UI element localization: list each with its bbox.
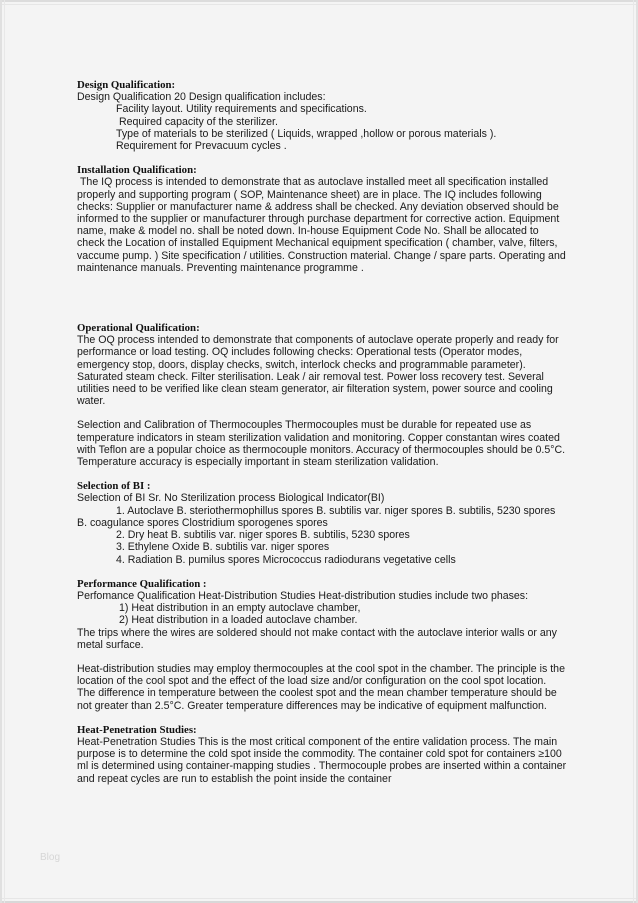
- section-body: Heat-distribution studies may employ thermocouples at the cool spot in the chamber. The principle is the location of the cool spot and the effect of the load size and/or configuration on the cool spot location. The difference in temperature between the coolest spot and the mean chamber temperature should be not greater than 2.5°C. Greater temperature differences may be indicative of equipment malfunction.: [77, 662, 565, 712]
- section-intro: Perfomance Qualification Heat-Distribution Studies Heat-distribution studies include two phases:: [77, 589, 529, 602]
- spacer: [77, 468, 567, 480]
- spacer: [77, 286, 567, 322]
- page-border-top: [0, 0, 638, 2]
- section-body: Heat-Penetration Studies This is the most critical component of the entire validation process. The main purpose is to determine the cold spot inside the commodity. The container cold spot for containers ≥100 ml is determined using container-mapping studies . Thermocouple probes are inserted within a container and repeat cycles are run to establish the point inside the container: [77, 735, 567, 785]
- section-heading: Installation Qualification:: [77, 164, 197, 177]
- list-item: 2. Dry heat B. subtilis var. niger spores B. subtilis, 5230 spores: [116, 529, 410, 542]
- section-performance-qualification: [77, 578, 567, 712]
- list-item: 2) Heat distribution in a loaded autoclave chamber.: [119, 614, 358, 627]
- list-item: 1) Heat distribution in an empty autoclave chamber,: [119, 602, 361, 615]
- list-item: 3. Ethylene Oxide B. subtilis var. niger spores: [116, 541, 330, 554]
- section-heading: Selection of BI :: [77, 480, 151, 493]
- section-note: The trips where the wires are soldered should not make contact with the autoclave interior walls or any metal surface.: [77, 626, 557, 651]
- page-border-right-inner: [633, 0, 634, 903]
- list-item: Type of materials to be sterilized ( Liquids, wrapped ,hollow or porous materials ).: [116, 127, 497, 140]
- list-item: Required capacity of the sterilizer.: [116, 115, 278, 128]
- section-operational-qualification: [77, 322, 567, 468]
- watermark: Blog: [40, 852, 61, 863]
- page-border-left: [0, 0, 2, 903]
- document-body: [77, 79, 567, 785]
- section-heading: Heat-Penetration Studies:: [77, 723, 197, 736]
- section-heading: Performance Qualification :: [77, 577, 207, 590]
- section-body: The OQ process intended to demonstrate that components of autoclave operate properly and ready for performance or load testing. OQ includes following checks: Operational tests (Operator modes, emergency stop, doors, display checks, switch, interlock checks and programmable parameter). Saturated steam check. Filter sterilisation. Leak / air removal test. Power loss recovery test. Several utilities need to be verified like clean steam generator, air filteration system, power source and cooling water.: [77, 334, 559, 408]
- section-installation-qualification: [77, 164, 567, 274]
- page-border-top-inner: [0, 4, 638, 5]
- spacer: [77, 712, 567, 724]
- section-heat-penetration: [77, 724, 567, 785]
- section-body: The IQ process is intended to demonstrate that as autoclave installed meet all specification installed properly and supporting program ( SOP, Maintenance sheet) are in place. The IQ includes following checks: Supplier or manufacturer name & address shall be checked. Any deviation observed should be informed to the supplier or manufacturer through purchase department for corrective action. Equipment name, make & model no. shall be noted down. In-house Equipment Code No. Shall be allocated to check the Location of installed Equipment Mechanical equipment specification ( chamber, valve, filters, vaccume pump. ) Site specification / utilities. Construction material. Change / spare parts. Operating and maintenance manuals. Preventing maintenance programme .: [77, 176, 569, 274]
- list-item: Requirement for Prevacuum cycles .: [116, 140, 287, 153]
- section-intro: Design Qualification 20 Design qualification includes:: [77, 91, 326, 104]
- thermocouples-paragraph: Selection and Calibration of Thermocouples Thermocouples must be durable for repeated use as temperature indicators in steam sterilization validation and monitoring. Copper constantan wires coated with Teflon are a popular choice as thermocouple monitors. Accuracy of thermocouples should be 0.5°C. Temperature accuracy is especially important in steam sterilization validation.: [77, 419, 566, 469]
- section-selection-of-bi: [77, 480, 567, 565]
- spacer: [77, 407, 567, 419]
- section-intro: Selection of BI Sr. No Sterilization process Biological Indicator(BI): [77, 492, 385, 505]
- list-item: Facility layout. Utility requirements and specifications.: [116, 103, 367, 116]
- page-border-bottom-inner: [0, 898, 638, 899]
- list-item: 1. Autoclave B. steriothermophillus spores B. subtilis var. niger spores B. subtilis, 5230 spores B. coagulance spores Clostridium sporogenes spores: [77, 504, 556, 529]
- section-design-qualification: [77, 79, 567, 152]
- list-item: 4. Radiation B. pumilus spores Micrococcus radiodurans vegetative cells: [116, 553, 456, 566]
- section-heading: Design Qualification:: [77, 79, 176, 91]
- page-border-left-inner: [4, 0, 5, 903]
- spacer: [77, 651, 567, 663]
- section-heading: Operational Qualification:: [77, 322, 200, 335]
